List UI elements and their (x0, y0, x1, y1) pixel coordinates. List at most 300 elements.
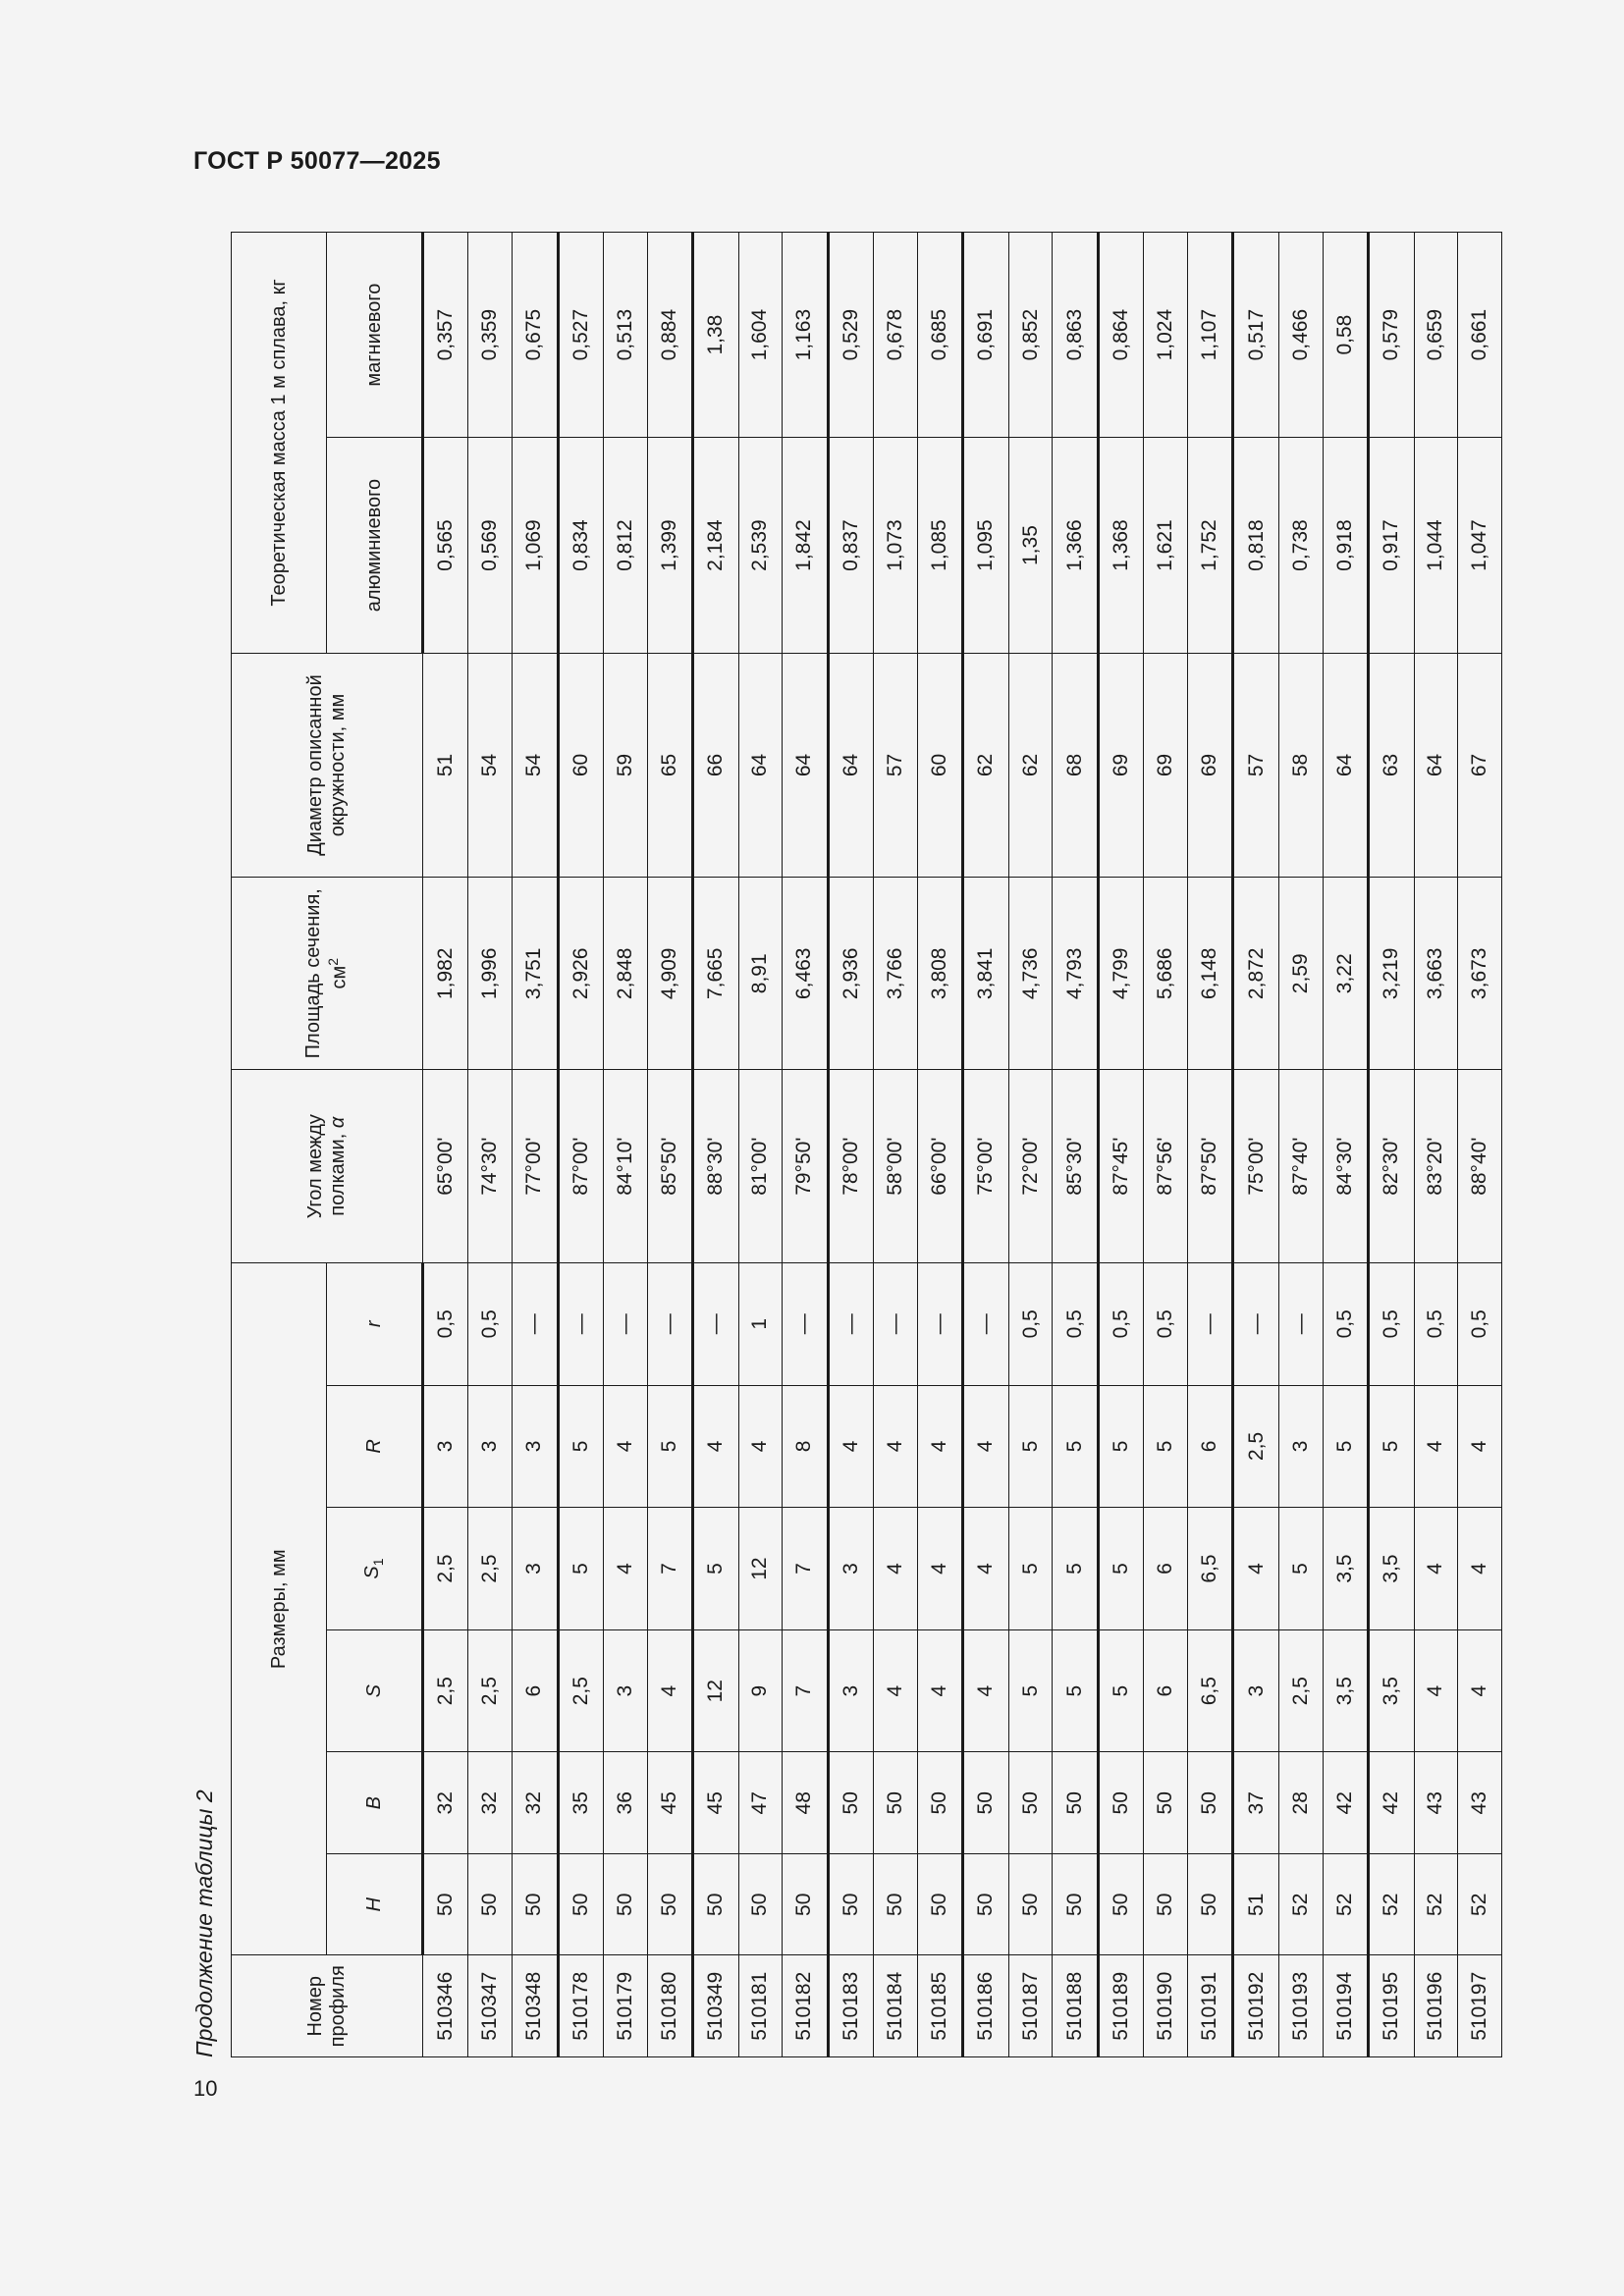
cell-diameter: 68 (1053, 653, 1098, 877)
cell-S1: 4 (874, 1508, 918, 1630)
table-row (963, 233, 1008, 2057)
cell-angle: 87°56' (1144, 1070, 1188, 1262)
cell-magnesium: 0,691 (963, 233, 1008, 438)
cell-S1: 6 (1144, 1508, 1188, 1630)
header-H: H (327, 1854, 423, 1956)
cell-B: 50 (828, 1752, 873, 1854)
cell-H: 52 (1278, 1854, 1323, 1956)
cell-H: 50 (558, 1854, 603, 1956)
cell-aluminum: 0,837 (828, 438, 873, 654)
header-dimensions: Размеры, мм (232, 1262, 327, 1955)
profile-table (231, 232, 1502, 2057)
cell-r: — (647, 1262, 692, 1385)
cell-aluminum: 1,069 (513, 438, 558, 654)
document-title: ГОСТ Р 50077—2025 (193, 147, 441, 175)
cell-B: 50 (917, 1752, 962, 1854)
cell-H: 50 (1188, 1854, 1233, 1956)
cell-profile: 510191 (1188, 1955, 1233, 2057)
cell-area: 2,872 (1233, 878, 1278, 1070)
cell-S: 3,5 (1369, 1629, 1414, 1752)
cell-magnesium: 0,529 (828, 233, 873, 438)
cell-magnesium: 0,466 (1278, 233, 1323, 438)
cell-r: — (917, 1262, 962, 1385)
cell-r: 0,5 (1098, 1262, 1143, 1385)
cell-aluminum: 1,35 (1008, 438, 1053, 654)
header-diameter: Диаметр описанной окружности, мм (232, 653, 423, 877)
cell-area: 3,22 (1323, 878, 1368, 1070)
cell-magnesium: 0,659 (1414, 233, 1458, 438)
cell-profile: 510194 (1323, 1955, 1368, 2057)
cell-magnesium: 0,513 (604, 233, 648, 438)
cell-H: 50 (783, 1854, 828, 1956)
cell-H: 52 (1458, 1854, 1502, 1956)
cell-S: 6,5 (1188, 1629, 1233, 1752)
table-body (423, 233, 1502, 2057)
cell-S1: 6,5 (1188, 1508, 1233, 1630)
cell-R: 4 (1458, 1385, 1502, 1508)
cell-R: 4 (874, 1385, 918, 1508)
cell-r: 0,5 (1008, 1262, 1053, 1385)
cell-angle: 85°30' (1053, 1070, 1098, 1262)
table-row (1053, 233, 1098, 2057)
cell-S1: 5 (693, 1508, 738, 1630)
cell-H: 50 (693, 1854, 738, 1956)
cell-S: 2,5 (1278, 1629, 1323, 1752)
header-magnesium: магниевого (327, 233, 423, 438)
cell-B: 45 (647, 1752, 692, 1854)
cell-aluminum: 0,918 (1323, 438, 1368, 654)
cell-R: 3 (1278, 1385, 1323, 1508)
table-row (604, 233, 648, 2057)
cell-diameter: 62 (963, 653, 1008, 877)
cell-area: 4,799 (1098, 878, 1143, 1070)
cell-r: — (513, 1262, 558, 1385)
cell-magnesium: 1,024 (1144, 233, 1188, 438)
cell-R: 3 (513, 1385, 558, 1508)
cell-magnesium: 0,678 (874, 233, 918, 438)
cell-magnesium: 0,58 (1323, 233, 1368, 438)
cell-magnesium: 0,579 (1369, 233, 1414, 438)
cell-H: 50 (423, 1854, 468, 1956)
cell-magnesium: 0,884 (647, 233, 692, 438)
cell-angle: 87°40' (1278, 1070, 1323, 1262)
cell-r: — (1278, 1262, 1323, 1385)
cell-H: 50 (1053, 1854, 1098, 1956)
cell-S: 4 (874, 1629, 918, 1752)
cell-profile: 510192 (1233, 1955, 1278, 2057)
cell-R: 5 (1008, 1385, 1053, 1508)
cell-H: 52 (1369, 1854, 1414, 1956)
cell-aluminum: 1,368 (1098, 438, 1143, 654)
cell-aluminum: 0,569 (468, 438, 513, 654)
cell-aluminum: 1,044 (1414, 438, 1458, 654)
cell-diameter: 63 (1369, 653, 1414, 877)
cell-H: 50 (874, 1854, 918, 1956)
table-row (1144, 233, 1188, 2057)
table-row (423, 233, 468, 2057)
cell-H: 50 (647, 1854, 692, 1956)
cell-H: 50 (1144, 1854, 1188, 1956)
cell-profile: 510179 (604, 1955, 648, 2057)
cell-B: 35 (558, 1752, 603, 1854)
cell-S1: 3,5 (1369, 1508, 1414, 1630)
cell-S: 6 (513, 1629, 558, 1752)
cell-angle: 84°30' (1323, 1070, 1368, 1262)
cell-diameter: 54 (468, 653, 513, 877)
table-row (468, 233, 513, 2057)
cell-magnesium: 0,359 (468, 233, 513, 438)
cell-aluminum: 0,917 (1369, 438, 1414, 654)
cell-r: — (558, 1262, 603, 1385)
cell-R: 4 (1414, 1385, 1458, 1508)
cell-magnesium: 0,864 (1098, 233, 1143, 438)
cell-angle: 58°00' (874, 1070, 918, 1262)
cell-magnesium: 0,517 (1233, 233, 1278, 438)
cell-magnesium: 0,852 (1008, 233, 1053, 438)
cell-magnesium: 1,38 (693, 233, 738, 438)
cell-R: 5 (1369, 1385, 1414, 1508)
cell-S1: 4 (917, 1508, 962, 1630)
cell-diameter: 51 (423, 653, 468, 877)
cell-r: 0,5 (1414, 1262, 1458, 1385)
cell-R: 2,5 (1233, 1385, 1278, 1508)
rotated-table-container (191, 232, 1502, 2057)
cell-R: 8 (783, 1385, 828, 1508)
cell-B: 50 (1008, 1752, 1053, 1854)
cell-R: 6 (1188, 1385, 1233, 1508)
cell-r: 1 (738, 1262, 783, 1385)
cell-area: 3,841 (963, 878, 1008, 1070)
cell-S: 2,5 (558, 1629, 603, 1752)
cell-S: 3 (1233, 1629, 1278, 1752)
cell-B: 50 (963, 1752, 1008, 1854)
cell-B: 42 (1369, 1752, 1414, 1854)
header-aluminum: алюминиевого (327, 438, 423, 654)
cell-R: 3 (423, 1385, 468, 1508)
cell-aluminum: 1,842 (783, 438, 828, 654)
cell-magnesium: 1,163 (783, 233, 828, 438)
cell-H: 50 (738, 1854, 783, 1956)
cell-area: 2,848 (604, 878, 648, 1070)
cell-S1: 3 (513, 1508, 558, 1630)
cell-profile: 510187 (1008, 1955, 1053, 2057)
cell-diameter: 67 (1458, 653, 1502, 877)
cell-angle: 88°40' (1458, 1070, 1502, 1262)
cell-R: 4 (917, 1385, 962, 1508)
table-row (1323, 233, 1368, 2057)
cell-area: 5,686 (1144, 878, 1188, 1070)
cell-R: 5 (558, 1385, 603, 1508)
cell-diameter: 64 (1414, 653, 1458, 877)
cell-B: 45 (693, 1752, 738, 1854)
cell-magnesium: 0,685 (917, 233, 962, 438)
cell-S: 4 (1458, 1629, 1502, 1752)
table-row (874, 233, 918, 2057)
cell-S1: 7 (783, 1508, 828, 1630)
cell-diameter: 64 (783, 653, 828, 877)
cell-B: 43 (1414, 1752, 1458, 1854)
cell-R: 5 (1323, 1385, 1368, 1508)
cell-angle: 75°00' (1233, 1070, 1278, 1262)
cell-H: 50 (828, 1854, 873, 1956)
cell-area: 7,665 (693, 878, 738, 1070)
cell-magnesium: 1,604 (738, 233, 783, 438)
table-row (1458, 233, 1502, 2057)
cell-S1: 3,5 (1323, 1508, 1368, 1630)
header-area: Площадь сечения, $см^2$ (232, 878, 423, 1070)
cell-aluminum: 1,047 (1458, 438, 1502, 654)
cell-H: 50 (963, 1854, 1008, 1956)
cell-diameter: 65 (647, 653, 692, 877)
cell-B: 50 (1188, 1752, 1233, 1854)
cell-angle: 77°00' (513, 1070, 558, 1262)
cell-B: 50 (874, 1752, 918, 1854)
header-angle: Угол между полками, α (232, 1070, 423, 1262)
cell-diameter: 54 (513, 653, 558, 877)
cell-R: 5 (1098, 1385, 1143, 1508)
cell-R: 4 (828, 1385, 873, 1508)
cell-R: 5 (1144, 1385, 1188, 1508)
cell-aluminum: 0,738 (1278, 438, 1323, 654)
cell-S1: 5 (1098, 1508, 1143, 1630)
cell-angle: 81°00' (738, 1070, 783, 1262)
cell-diameter: 62 (1008, 653, 1053, 877)
table-row (917, 233, 962, 2057)
cell-r: 0,5 (1053, 1262, 1098, 1385)
cell-B: 32 (468, 1752, 513, 1854)
cell-S: 3,5 (1323, 1629, 1368, 1752)
cell-r: 0,5 (1369, 1262, 1414, 1385)
table-row (647, 233, 692, 2057)
table-row (1414, 233, 1458, 2057)
cell-R: 4 (738, 1385, 783, 1508)
cell-S1: 4 (1414, 1508, 1458, 1630)
cell-B: 43 (1458, 1752, 1502, 1854)
cell-area: 6,463 (783, 878, 828, 1070)
cell-area: 3,766 (874, 878, 918, 1070)
cell-angle: 66°00' (917, 1070, 962, 1262)
header-B: B (327, 1752, 423, 1854)
cell-B: 48 (783, 1752, 828, 1854)
cell-angle: 72°00' (1008, 1070, 1053, 1262)
cell-area: 3,663 (1414, 878, 1458, 1070)
header-theoretical-mass: Теоретическая масса 1 м сплава, кг (232, 233, 327, 654)
cell-S1: 4 (1458, 1508, 1502, 1630)
cell-S1: 4 (963, 1508, 1008, 1630)
cell-profile: 510346 (423, 1955, 468, 2057)
cell-diameter: 60 (917, 653, 962, 877)
cell-diameter: 64 (738, 653, 783, 877)
cell-S1: 4 (604, 1508, 648, 1630)
cell-aluminum: 2,184 (693, 438, 738, 654)
cell-profile: 510197 (1458, 1955, 1502, 2057)
cell-profile: 510347 (468, 1955, 513, 2057)
cell-S1: 2,5 (468, 1508, 513, 1630)
cell-profile: 510188 (1053, 1955, 1098, 2057)
cell-angle: 65°00' (423, 1070, 468, 1262)
cell-angle: 84°10' (604, 1070, 648, 1262)
cell-profile: 510180 (647, 1955, 692, 2057)
cell-profile: 510185 (917, 1955, 962, 2057)
cell-magnesium: 0,675 (513, 233, 558, 438)
cell-H: 50 (468, 1854, 513, 1956)
table-row (693, 233, 738, 2057)
cell-aluminum: 1,621 (1144, 438, 1188, 654)
cell-B: 47 (738, 1752, 783, 1854)
cell-H: 52 (1414, 1854, 1458, 1956)
cell-area: 1,996 (468, 878, 513, 1070)
cell-S1: 2,5 (423, 1508, 468, 1630)
cell-r: — (874, 1262, 918, 1385)
cell-diameter: 69 (1144, 653, 1188, 877)
cell-aluminum: 0,565 (423, 438, 468, 654)
header-r: r (327, 1262, 423, 1385)
cell-profile: 510193 (1278, 1955, 1323, 2057)
cell-r: — (693, 1262, 738, 1385)
cell-angle: 87°00' (558, 1070, 603, 1262)
cell-angle: 75°00' (963, 1070, 1008, 1262)
cell-aluminum: 1,073 (874, 438, 918, 654)
cell-B: 36 (604, 1752, 648, 1854)
table-row (513, 233, 558, 2057)
cell-R: 4 (604, 1385, 648, 1508)
cell-profile: 510349 (693, 1955, 738, 2057)
cell-S: 12 (693, 1629, 738, 1752)
cell-B: 50 (1098, 1752, 1143, 1854)
cell-diameter: 58 (1278, 653, 1323, 877)
cell-S1: 4 (1233, 1508, 1278, 1630)
cell-r: — (783, 1262, 828, 1385)
cell-S: 2,5 (468, 1629, 513, 1752)
cell-aluminum: 1,095 (963, 438, 1008, 654)
cell-diameter: 57 (874, 653, 918, 877)
cell-r: — (963, 1262, 1008, 1385)
cell-magnesium: 1,107 (1188, 233, 1233, 438)
cell-magnesium: 0,357 (423, 233, 468, 438)
cell-S1: 5 (558, 1508, 603, 1630)
table-row (1233, 233, 1278, 2057)
cell-area: 8,91 (738, 878, 783, 1070)
table-row (738, 233, 783, 2057)
cell-H: 52 (1323, 1854, 1368, 1956)
page-number: 10 (193, 2076, 218, 2101)
cell-r: — (1188, 1262, 1233, 1385)
cell-S: 7 (783, 1629, 828, 1752)
cell-B: 50 (1053, 1752, 1098, 1854)
cell-aluminum: 1,399 (647, 438, 692, 654)
cell-r: 0,5 (468, 1262, 513, 1385)
cell-area: 4,909 (647, 878, 692, 1070)
cell-H: 50 (513, 1854, 558, 1956)
cell-r: 0,5 (1458, 1262, 1502, 1385)
table-row (783, 233, 828, 2057)
table-row (1369, 233, 1414, 2057)
cell-S: 4 (647, 1629, 692, 1752)
cell-area: 3,219 (1369, 878, 1414, 1070)
cell-magnesium: 0,863 (1053, 233, 1098, 438)
cell-S: 9 (738, 1629, 783, 1752)
table-area (191, 232, 1502, 2057)
cell-S1: 5 (1053, 1508, 1098, 1630)
cell-diameter: 60 (558, 653, 603, 877)
table-row (558, 233, 603, 2057)
table-row (828, 233, 873, 2057)
cell-B: 28 (1278, 1752, 1323, 1854)
cell-area: 3,751 (513, 878, 558, 1070)
cell-area: 6,148 (1188, 878, 1233, 1070)
header-S: S (327, 1629, 423, 1752)
header-profile-number: Номер профиля (232, 1955, 423, 2057)
cell-profile: 510196 (1414, 1955, 1458, 2057)
cell-R: 4 (693, 1385, 738, 1508)
table-row (1098, 233, 1143, 2057)
cell-aluminum: 1,752 (1188, 438, 1233, 654)
table-row (1008, 233, 1053, 2057)
cell-area: 4,793 (1053, 878, 1098, 1070)
cell-profile: 510184 (874, 1955, 918, 2057)
cell-magnesium: 0,661 (1458, 233, 1502, 438)
cell-diameter: 59 (604, 653, 648, 877)
cell-angle: 74°30' (468, 1070, 513, 1262)
cell-r: 0,5 (1144, 1262, 1188, 1385)
cell-area: 4,736 (1008, 878, 1053, 1070)
cell-H: 50 (604, 1854, 648, 1956)
cell-B: 32 (423, 1752, 468, 1854)
header-S1: $S_1$ (327, 1508, 423, 1630)
cell-r: — (1233, 1262, 1278, 1385)
cell-angle: 85°50' (647, 1070, 692, 1262)
cell-angle: 87°45' (1098, 1070, 1143, 1262)
cell-area: 2,936 (828, 878, 873, 1070)
cell-r: 0,5 (423, 1262, 468, 1385)
cell-profile: 510181 (738, 1955, 783, 2057)
cell-R: 5 (647, 1385, 692, 1508)
cell-H: 50 (917, 1854, 962, 1956)
cell-magnesium: 0,527 (558, 233, 603, 438)
cell-B: 32 (513, 1752, 558, 1854)
cell-R: 4 (963, 1385, 1008, 1508)
cell-diameter: 66 (693, 653, 738, 877)
cell-S: 2,5 (423, 1629, 468, 1752)
cell-angle: 78°00' (828, 1070, 873, 1262)
cell-S: 5 (1053, 1629, 1098, 1752)
cell-angle: 83°20' (1414, 1070, 1458, 1262)
cell-B: 42 (1323, 1752, 1368, 1854)
cell-profile: 510178 (558, 1955, 603, 2057)
cell-area: 3,673 (1458, 878, 1502, 1070)
cell-B: 37 (1233, 1752, 1278, 1854)
cell-S: 4 (963, 1629, 1008, 1752)
cell-S: 4 (917, 1629, 962, 1752)
cell-angle: 87°50' (1188, 1070, 1233, 1262)
cell-aluminum: 0,818 (1233, 438, 1278, 654)
cell-S: 6 (1144, 1629, 1188, 1752)
cell-aluminum: 0,834 (558, 438, 603, 654)
cell-S: 4 (1414, 1629, 1458, 1752)
cell-angle: 79°50' (783, 1070, 828, 1262)
table-caption: Продолжение таблицы 2 (191, 1789, 217, 2057)
cell-profile: 510195 (1369, 1955, 1414, 2057)
cell-diameter: 57 (1233, 653, 1278, 877)
cell-H: 50 (1098, 1854, 1143, 1956)
cell-S1: 12 (738, 1508, 783, 1630)
cell-diameter: 69 (1098, 653, 1143, 877)
cell-R: 5 (1053, 1385, 1098, 1508)
cell-area: 2,59 (1278, 878, 1323, 1070)
cell-profile: 510186 (963, 1955, 1008, 2057)
cell-area: 1,982 (423, 878, 468, 1070)
cell-S1: 7 (647, 1508, 692, 1630)
